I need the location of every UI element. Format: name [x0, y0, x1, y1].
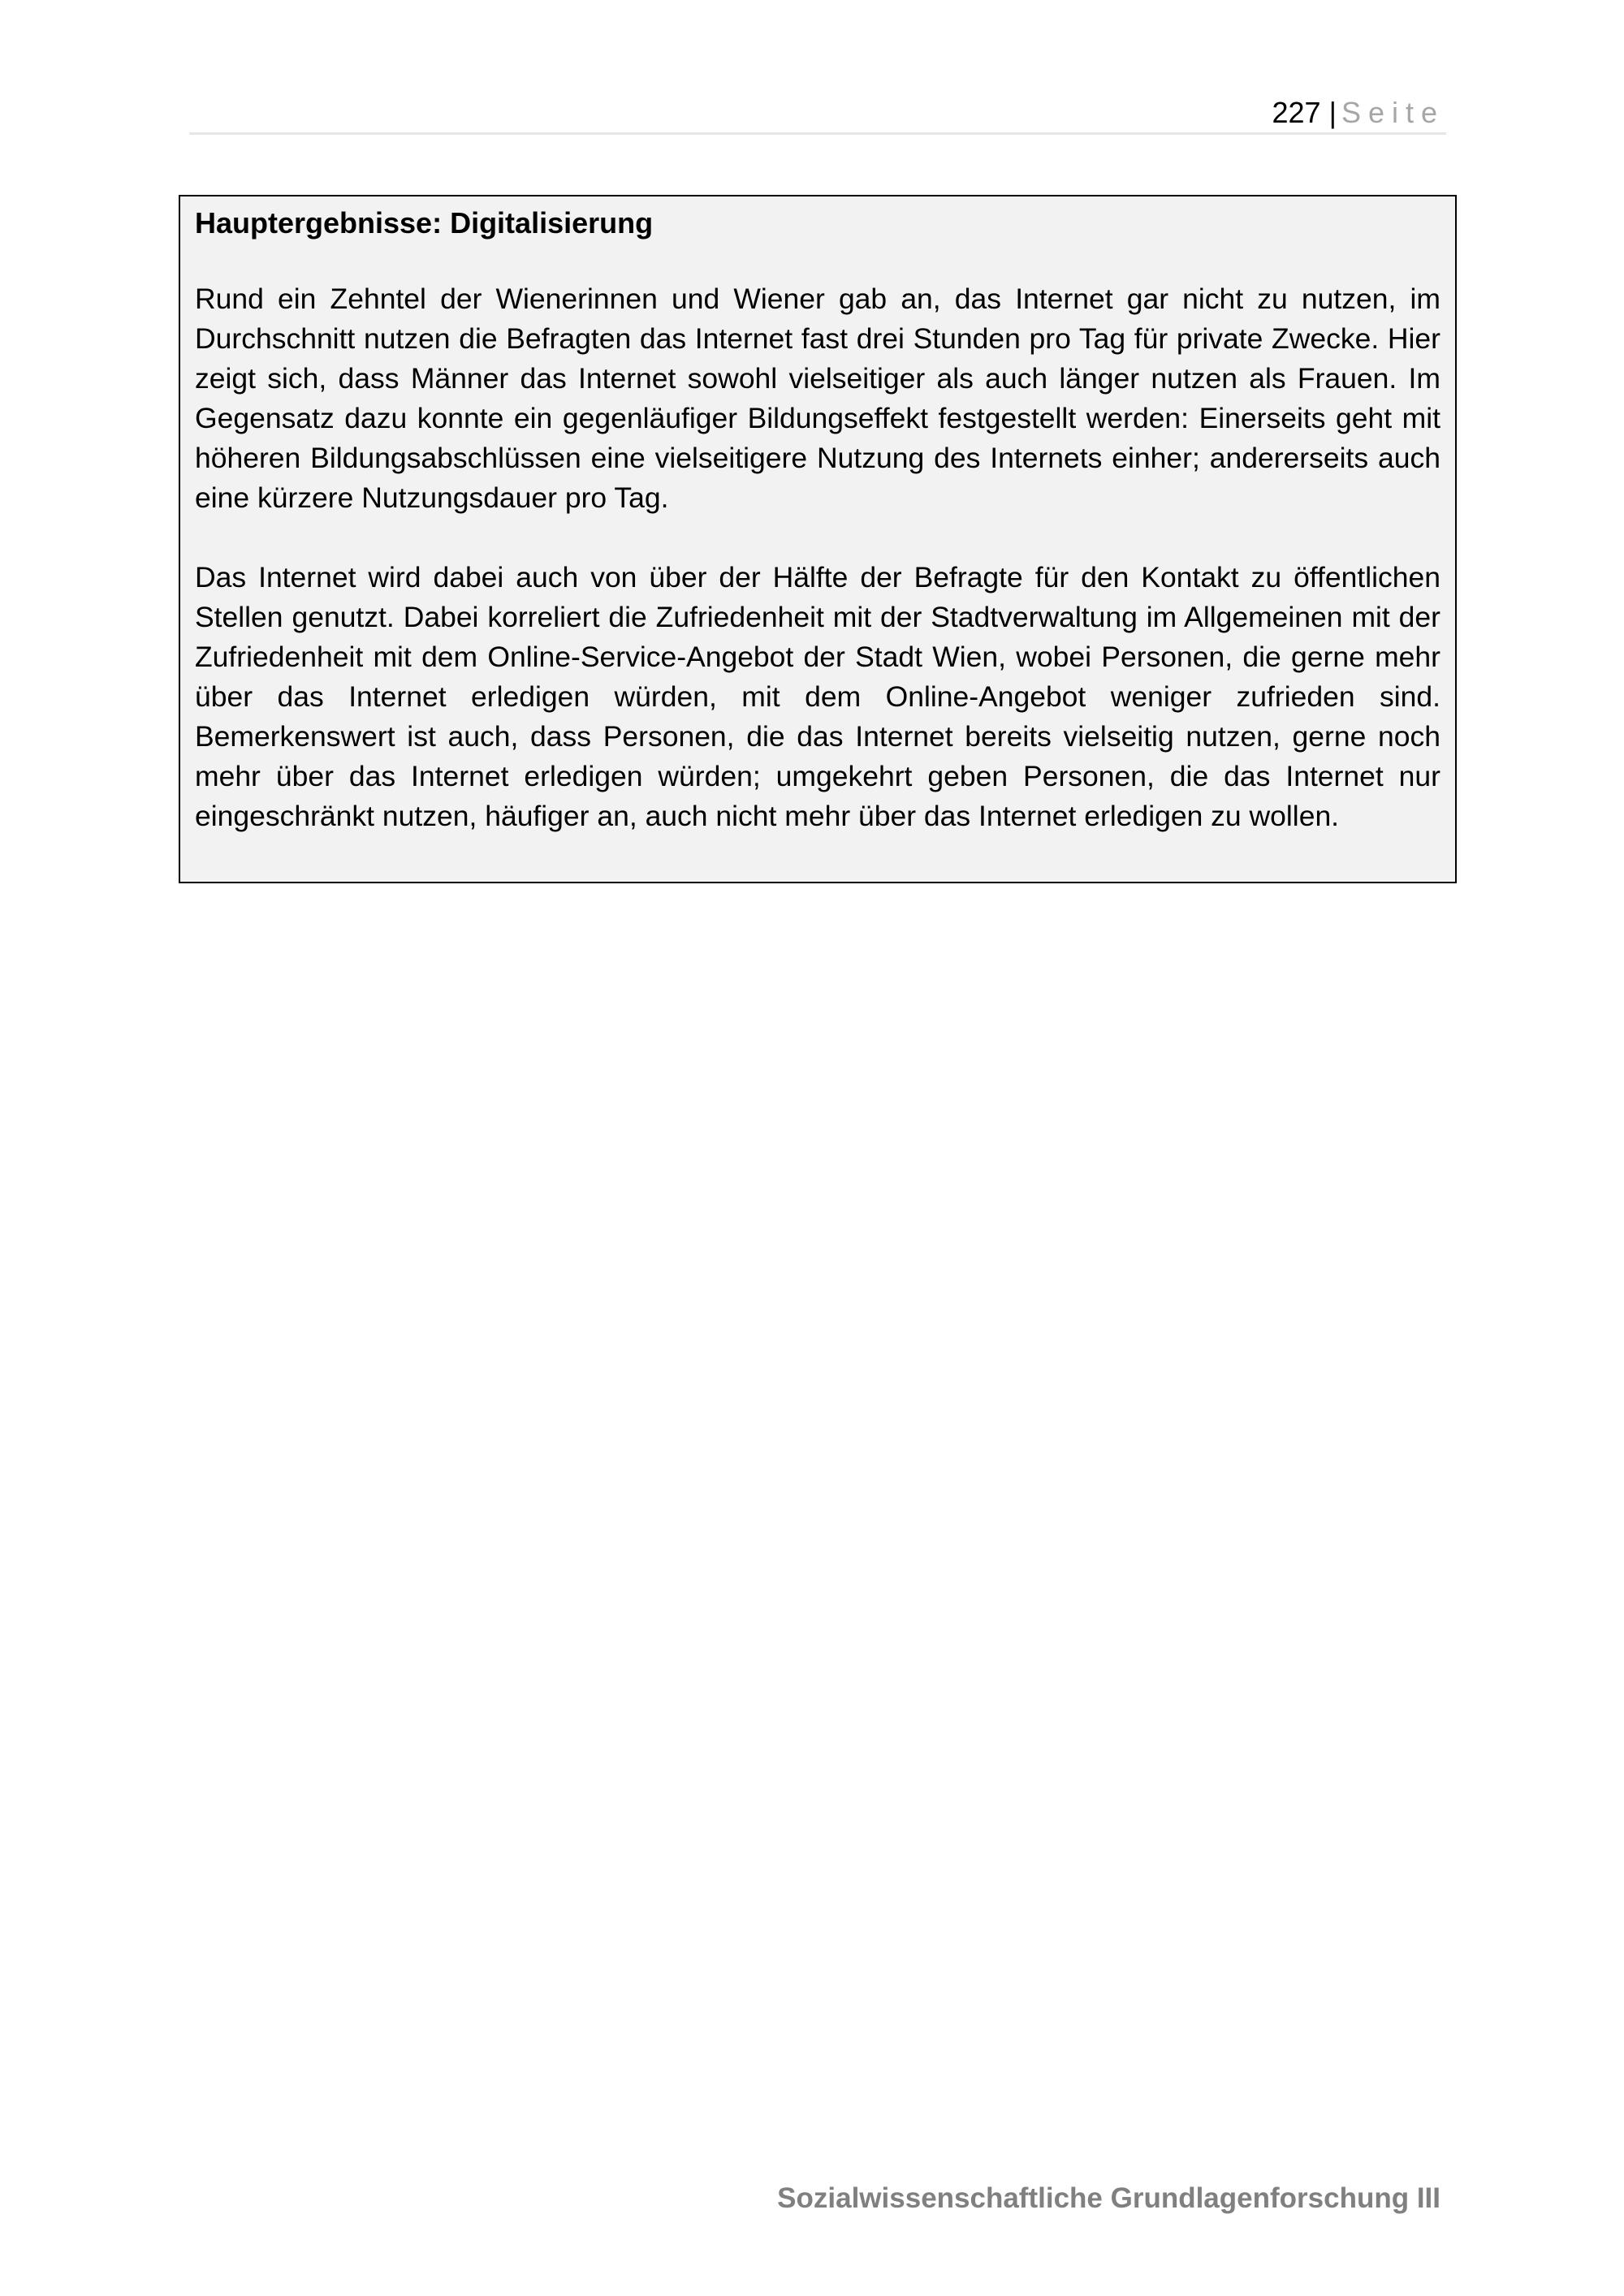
summary-title: Hauptergebnisse: Digitalisierung	[195, 206, 654, 240]
summary-paragraph-2: Das Internet wird dabei auch von über der Hälfte der Befragte für den Kontakt zu öffentlichen Stellen genutzt. Dabei korreliert die Zufriedenheit mit der Stadtverwaltung im Allgemeinen mit der Zufriedenheit mit dem Online-Service-Angebot der Stadt Wien, wobei Personen, die gerne mehr über das Internet erledigen würden, mit dem Online-Angebot weniger zufrieden sind. Bemerkenswert ist auch, dass Personen, die das Internet bereits vielseitig nutzen, gerne noch mehr über das Internet erledigen würden; umgekehrt geben Personen, die das Internet nur eingeschränkt nutzen, häufiger an, auch nicht mehr über das Internet erledigen zu wollen.	[195, 561, 1440, 832]
page-header	[189, 91, 1446, 135]
summary-box	[179, 195, 1457, 883]
page-footer: Sozialwissenschaftliche Grundlagenforschung III	[777, 2182, 1440, 2214]
page-number: 227	[1272, 96, 1321, 129]
page-label: Seite	[1341, 96, 1445, 129]
header-separator: |	[1328, 96, 1337, 129]
summary-paragraph-1: Rund ein Zehntel der Wienerinnen und Wiener gab an, das Internet gar nicht zu nutzen, im Durchschnitt nutzen die Befragten das Internet fast drei Stunden pro Tag für private Zwecke. Hier zeigt sich, dass Männer das Internet sowohl vielseitiger als auch länger nutzen als Frauen. Im Gegensatz dazu konnte ein gegenläufiger Bildungseffekt festgestellt werden: Einerseits geht mit höheren Bildungsabschlüssen eine vielseitigere Nutzung des Internets einher; andererseits auch eine kürzere Nutzungsdauer pro Tag.	[195, 283, 1440, 514]
